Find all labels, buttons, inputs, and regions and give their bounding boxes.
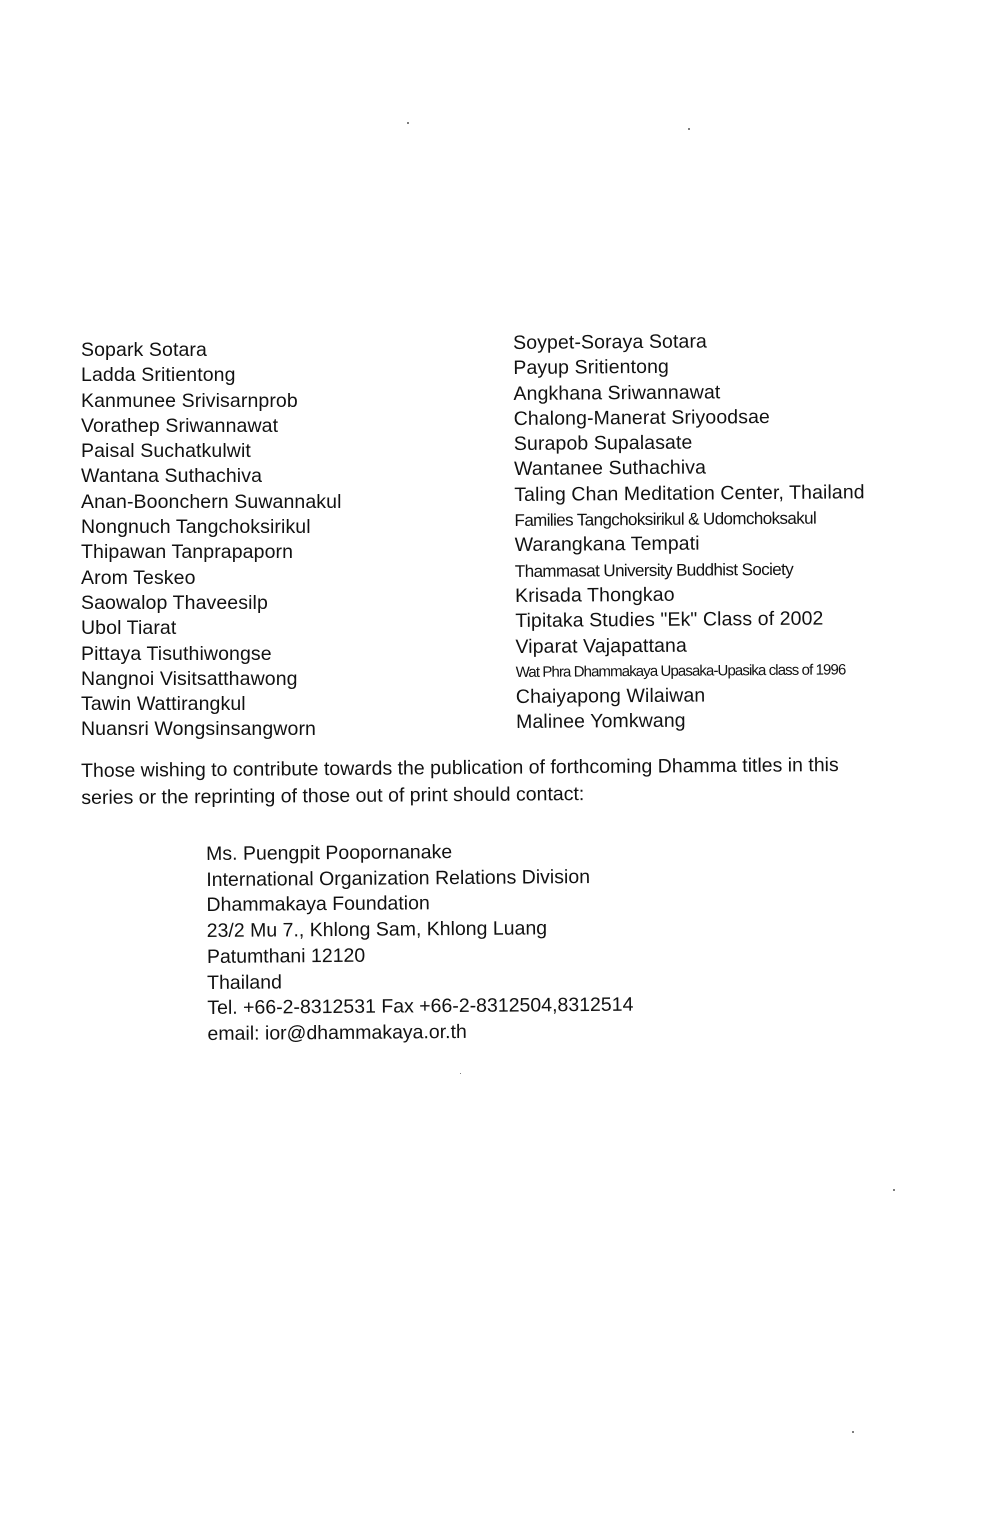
donor-name: Surapob Supalasate [513,431,693,456]
donor-name: Angkhana Sriwannawat [513,380,721,405]
donor-name: Nuansri Wongsinsangworn [81,718,316,741]
donor-name: Saowalop Thaveesilp [81,591,268,614]
donor-name: Taling Chan Meditation Center, Thailand [514,481,865,506]
donor-name: Malinee Yomkwang [515,710,686,734]
donor-name: Nangnoi Visitsatthawong [81,667,298,690]
contact-country: Thailand [207,970,283,994]
donor-name: Viparat Vajapattana [515,634,687,658]
contact-name: Ms. Puengpit Poopornanake [206,841,453,865]
contribution-notice [81,751,961,812]
donor-name: Wat Phra Dhammakaya Upasaka-Upasika class of 1996 [515,661,846,681]
donor-name: Paisal Suchatkulwit [81,440,251,463]
donor-name: Wantanee Suthachiva [514,456,707,481]
donor-name: Vorathep Sriwannawat [81,414,279,437]
scan-speck [460,1073,461,1074]
donor-name: Sopark Sotara [81,339,207,361]
contact-division: International Organization Relations Division [206,865,591,891]
donor-name: Anan-Boonchern Suwannakul [81,490,342,513]
contact-organization: Dhammakaya Foundation [206,892,430,917]
scan-speck [407,122,409,124]
donor-name: Arom Teskeo [81,566,196,589]
donor-name: Tipitaka Studies "Ek" Class of 2002 [515,607,824,633]
notice-line: series or the reprinting of those out of print should contact: [81,783,585,809]
donor-list-right [513,327,986,735]
donor-name: Warangkana Tempati [514,532,700,557]
scan-speck [852,1431,854,1433]
contact-street: 23/2 Mu 7., Khlong Sam, Khlong Luang [206,917,548,943]
scan-speck [688,128,690,130]
donor-name: Soypet-Soraya Sotara [513,330,708,354]
donor-name: Chalong-Manerat Sriyoodsae [513,405,771,430]
contact-phone-fax: Tel. +66-2-8312531 Fax +66-2-8312504,8312514 [207,993,634,1020]
donor-name: Pittaya Tisuthiwongse [81,642,272,665]
donor-name: Thammasat University Buddhist Society [514,559,794,581]
contact-city: Patumthani 12120 [206,944,366,968]
donor-name: Nongnuch Tangchoksirikul [81,516,311,539]
donor-name: Families Tangchoksirikul & Udomchoksakul [514,508,817,531]
contact-address-block [206,838,768,1048]
notice-line: Those wishing to contribute towards the publication of forthcoming Dhamma titles in this [81,754,839,782]
donor-name: Tawin Wattirangkul [81,693,246,716]
donor-name: Chaiyapong Wilaiwan [515,684,706,709]
donor-name: Ladda Sritientong [81,364,236,387]
scan-speck [893,1189,895,1191]
contact-email: email: ior@dhammakaya.or.th [207,1020,467,1045]
donor-name: Wantana Suthachiva [81,465,263,488]
donor-name: Ubol Tiarat [81,617,177,640]
donor-name: Payup Sritientong [513,356,670,380]
donor-name: Thipawan Tanprapaporn [81,541,294,564]
donor-name: Kanmunee Srivisarnprob [81,389,298,412]
donor-list-left [81,338,501,743]
donor-name: Krisada Thongkao [514,583,675,607]
